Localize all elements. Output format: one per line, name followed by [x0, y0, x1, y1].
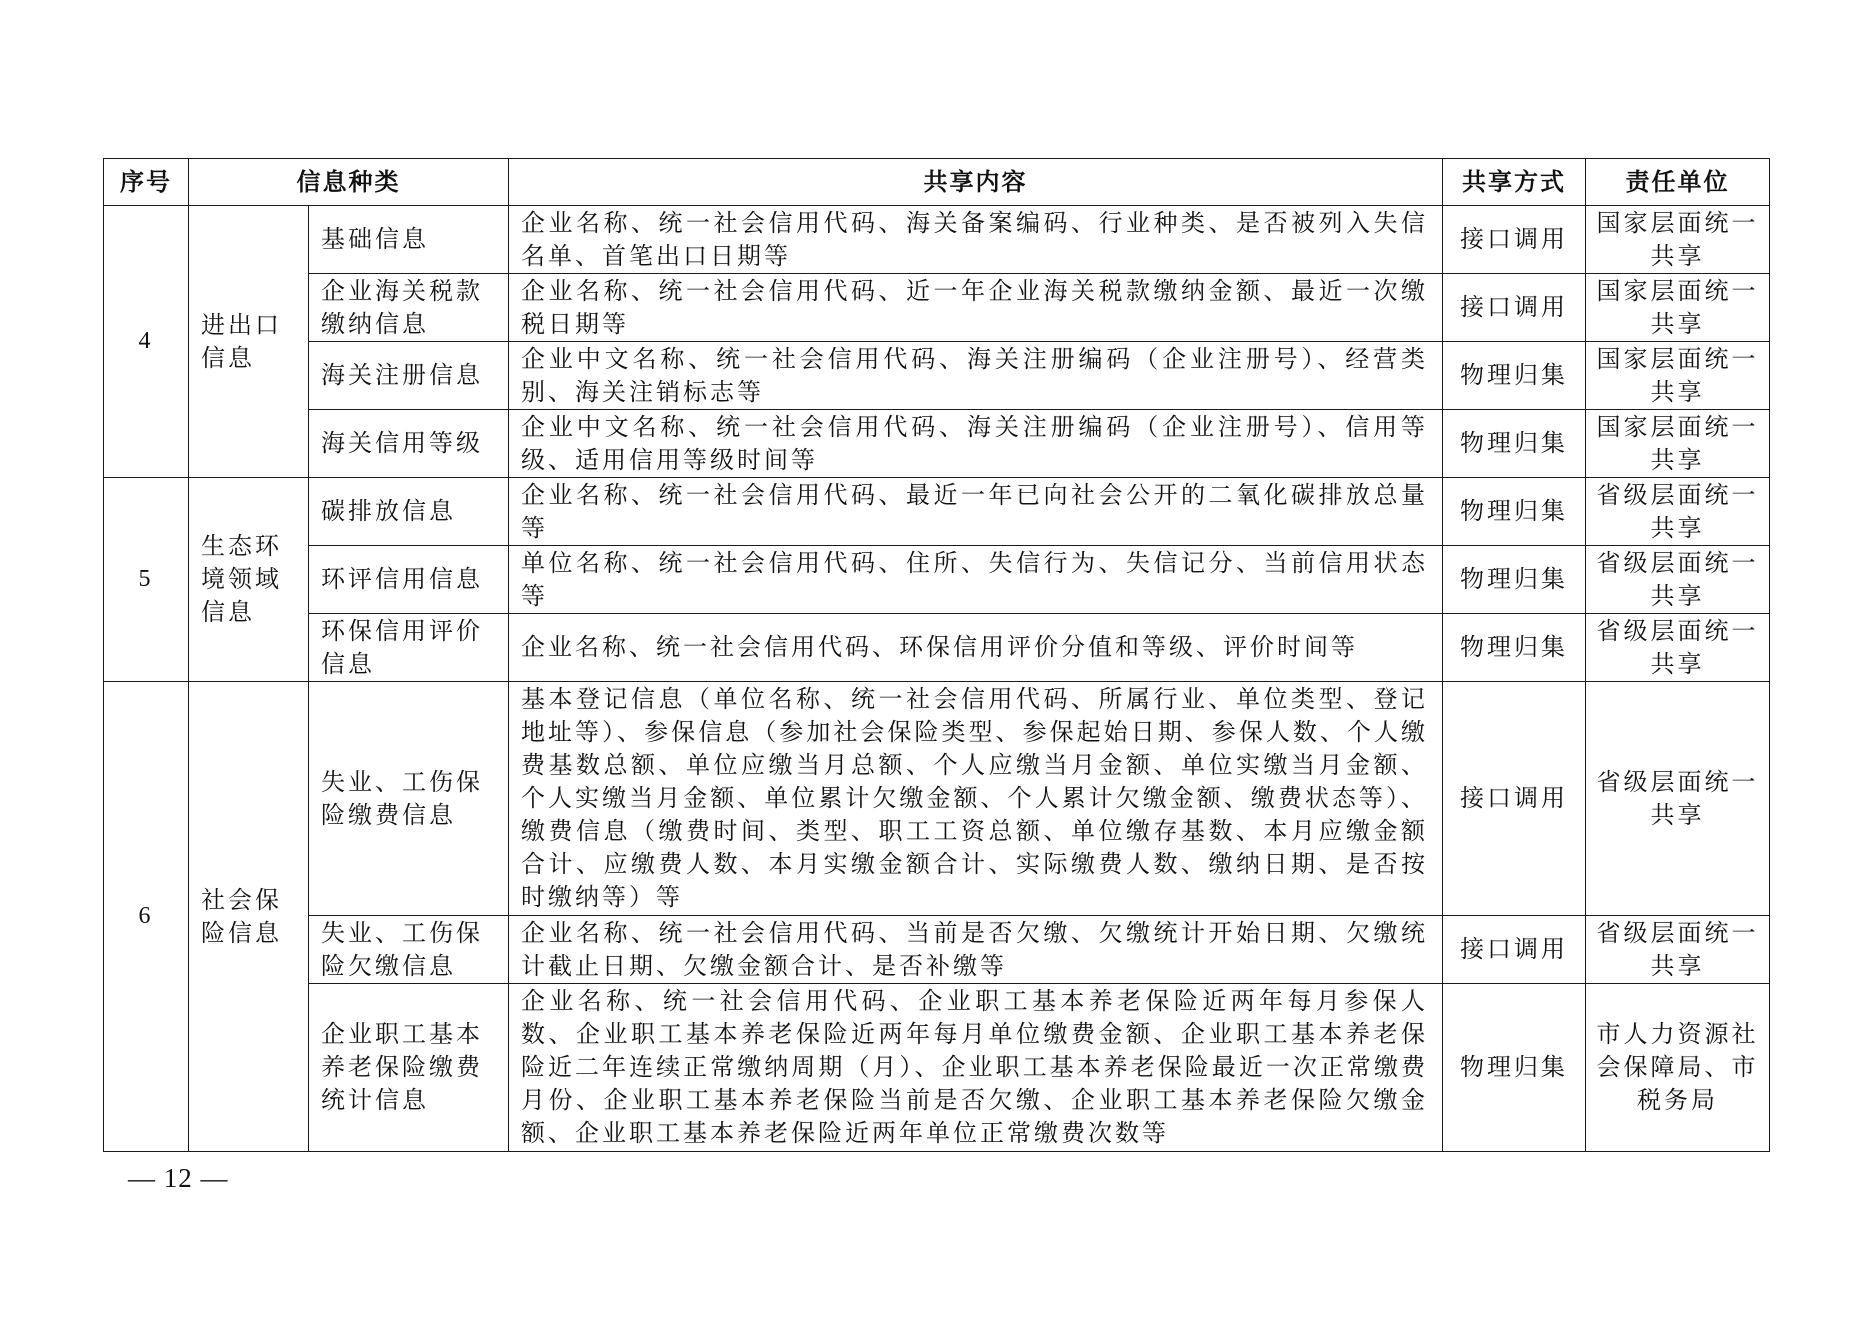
header-content: 共享内容	[509, 159, 1443, 206]
header-seq: 序号	[104, 159, 189, 206]
subcategory-cell: 失业、工伤保险欠缴信息	[309, 916, 509, 984]
row-seq-number: 6	[104, 682, 189, 1152]
row-seq-number: 4	[104, 206, 189, 478]
header-category: 信息种类	[189, 159, 509, 206]
table-row	[104, 984, 1770, 1152]
table-row	[104, 546, 1770, 614]
unit-cell: 省级层面统一共享	[1586, 546, 1770, 614]
unit-cell: 省级层面统一共享	[1586, 478, 1770, 546]
content-cell: 企业名称、统一社会信用代码、当前是否欠缴、欠缴统计开始日期、欠缴统计截止日期、欠缴金额合计、是否补缴等	[509, 916, 1443, 984]
unit-cell: 省级层面统一共享	[1586, 682, 1770, 916]
content-cell: 企业中文名称、统一社会信用代码、海关注册编码（企业注册号）、信用等级、适用信用等级时间等	[509, 410, 1443, 478]
subcategory-cell: 环保信用评价信息	[309, 614, 509, 682]
content-cell: 企业中文名称、统一社会信用代码、海关注册编码（企业注册号）、经营类别、海关注销标志等	[509, 342, 1443, 410]
subcategory-cell: 环评信用信息	[309, 546, 509, 614]
method-cell: 接口调用	[1443, 682, 1586, 916]
subcategory-cell: 企业海关税款缴纳信息	[309, 274, 509, 342]
table-row	[104, 342, 1770, 410]
table-row	[104, 206, 1770, 274]
method-cell: 接口调用	[1443, 206, 1586, 274]
subcategory-cell: 失业、工伤保险缴费信息	[309, 682, 509, 916]
content-cell: 单位名称、统一社会信用代码、住所、失信行为、失信记分、当前信用状态等	[509, 546, 1443, 614]
unit-cell: 省级层面统一共享	[1586, 614, 1770, 682]
page-number: — 12 —	[128, 1163, 229, 1193]
header-unit: 责任单位	[1586, 159, 1770, 206]
header-method: 共享方式	[1443, 159, 1586, 206]
subcategory-cell: 碳排放信息	[309, 478, 509, 546]
method-cell: 物理归集	[1443, 546, 1586, 614]
method-cell: 物理归集	[1443, 984, 1586, 1152]
unit-cell: 省级层面统一共享	[1586, 916, 1770, 984]
table-row	[104, 614, 1770, 682]
info-sharing-table	[103, 158, 1770, 1152]
unit-cell: 国家层面统一共享	[1586, 342, 1770, 410]
content-cell: 基本登记信息（单位名称、统一社会信用代码、所属行业、单位类型、登记地址等）、参保信息（参加社会保险类型、参保起始日期、参保人数、个人缴费基数总额、单位应缴当月总额、个人应缴当月金额、单位实缴当月金额、个人实缴当月金额、单位累计欠缴金额、个人累计欠缴金额、缴费状态等）、缴费信息（缴费时间、类型、职工工资总额、单位缴存基数、本月应缴金额合计、应缴费人数、本月实缴金额合计、实际缴费人数、缴纳日期、是否按时缴纳等）等	[509, 682, 1443, 916]
category-cell: 进出口信息	[189, 206, 309, 478]
table-row	[104, 916, 1770, 984]
content-cell: 企业名称、统一社会信用代码、近一年企业海关税款缴纳金额、最近一次缴税日期等	[509, 274, 1443, 342]
method-cell: 物理归集	[1443, 342, 1586, 410]
unit-cell: 市人力资源社会保障局、市税务局	[1586, 984, 1770, 1152]
method-cell: 接口调用	[1443, 274, 1586, 342]
method-cell: 物理归集	[1443, 410, 1586, 478]
unit-cell: 国家层面统一共享	[1586, 206, 1770, 274]
subcategory-cell: 海关注册信息	[309, 342, 509, 410]
category-cell: 生态环境领域信息	[189, 478, 309, 682]
content-cell: 企业名称、统一社会信用代码、环保信用评价分值和等级、评价时间等	[509, 614, 1443, 682]
unit-cell: 国家层面统一共享	[1586, 410, 1770, 478]
table-row	[104, 410, 1770, 478]
subcategory-cell: 企业职工基本养老保险缴费统计信息	[309, 984, 509, 1152]
content-cell: 企业名称、统一社会信用代码、企业职工基本养老保险近两年每月参保人数、企业职工基本养老保险近两年每月单位缴费金额、企业职工基本养老保险近二年连续正常缴纳周期（月）、企业职工基本养老保险最近一次正常缴费月份、企业职工基本养老保险当前是否欠缴、企业职工基本养老保险欠缴金额、企业职工基本养老保险近两年单位正常缴费次数等	[509, 984, 1443, 1152]
subcategory-cell: 基础信息	[309, 206, 509, 274]
subcategory-cell: 海关信用等级	[309, 410, 509, 478]
method-cell: 物理归集	[1443, 614, 1586, 682]
method-cell: 物理归集	[1443, 478, 1586, 546]
method-cell: 接口调用	[1443, 916, 1586, 984]
content-cell: 企业名称、统一社会信用代码、最近一年已向社会公开的二氧化碳排放总量等	[509, 478, 1443, 546]
category-cell: 社会保险信息	[189, 682, 309, 1152]
table-header-row	[104, 159, 1770, 206]
table-row	[104, 478, 1770, 546]
table-row	[104, 682, 1770, 916]
table-row	[104, 274, 1770, 342]
row-seq-number: 5	[104, 478, 189, 682]
unit-cell: 国家层面统一共享	[1586, 274, 1770, 342]
document-page	[103, 158, 1769, 1152]
content-cell: 企业名称、统一社会信用代码、海关备案编码、行业种类、是否被列入失信名单、首笔出口日期等	[509, 206, 1443, 274]
